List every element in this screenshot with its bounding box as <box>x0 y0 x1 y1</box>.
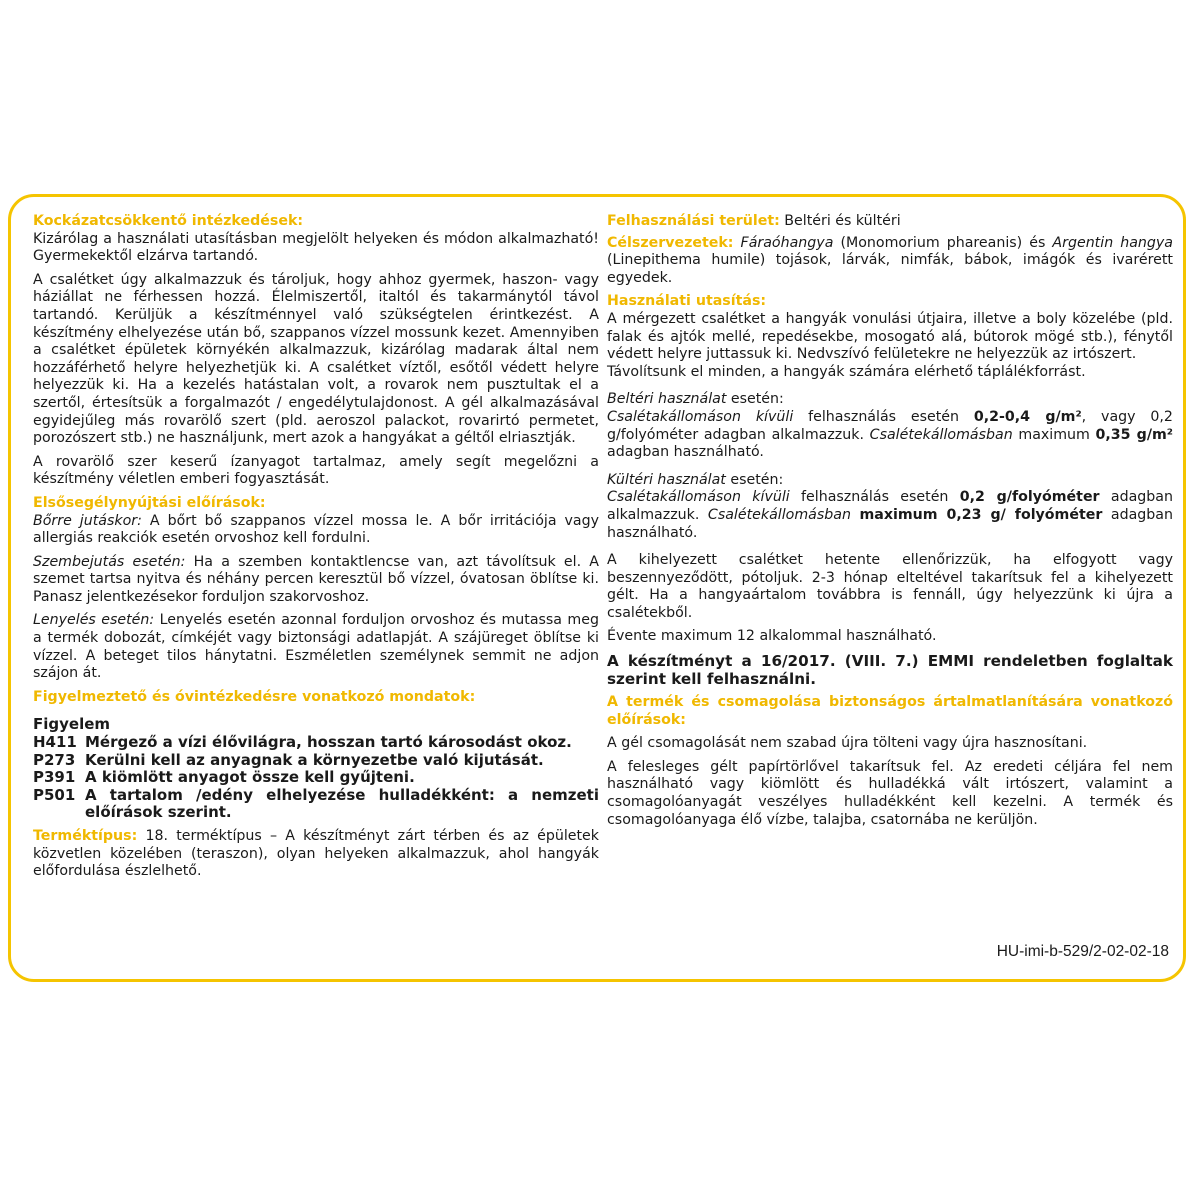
usage-paragraph-2: Távolítsunk el minden, a hangyák számára elérhető táplálékforrást. <box>607 363 1086 380</box>
disposal-paragraph-1: A gél csomagolását nem szabad újra tölteni vagy újra hasznosítani. <box>607 735 1088 752</box>
signal-word: Figyelem <box>33 715 111 734</box>
target-text-1: (Monomorium phareanis) és <box>833 234 1053 251</box>
statement-text: Kerülni kell az anyagnak a környezetbe való kijutását. <box>85 750 544 769</box>
swallow-paragraph <box>33 612 599 682</box>
indoor-text-a: Csalétakállomáson kívüli <box>607 408 794 425</box>
outdoor-use-suffix: esetén: <box>725 471 784 488</box>
warning-heading: Figyelmeztető és óvintézkedésre vonatkozó mondatok: <box>33 688 476 705</box>
usage-area-paragraph <box>607 213 1173 231</box>
outdoor-text-h: adagban használható. <box>607 506 1173 541</box>
indoor-use-heading <box>607 391 1173 409</box>
statement-row <box>33 752 599 770</box>
indoor-dose-2: 0,35 g/m² <box>1095 426 1173 443</box>
check-paragraph: A kihelyezett csalétket hetente ellenőrizzük, ha elfogyott vagy beszennyeződött, pótoljuk. 2-3 hónap elteltével takarítsuk fel a kihelyezett gélt. Ha a hangyaártalom továbbra is fennáll, úgy helyezzünk ki újra a csalétekből. <box>607 552 1173 621</box>
usage-area-text: Beltéri és kültéri <box>779 213 901 229</box>
eye-contact-label: Szembejutás esetén: <box>33 553 186 570</box>
statement-row <box>33 769 599 787</box>
outdoor-text-b: felhasználás esetén <box>789 489 960 506</box>
registration-number: HU-imi-b-529/2-02-02-18 <box>996 943 1169 960</box>
product-type-label: Terméktípus: <box>33 828 138 844</box>
product-type-paragraph <box>33 828 599 881</box>
swallow-label: Lenyelés esetén: <box>33 612 155 629</box>
outdoor-use-label: Kültéri használat <box>607 471 726 488</box>
eye-contact-text: Ha a szemben kontaktlencse van, azt távolítsuk el. A szemet tartsa nyitva és néhány percen keresztül bő vízzel, óvatosan öblítse ki. Panasz jelentkezésekor forduljon szakorvoshoz. <box>33 553 599 605</box>
usage-area-label: Felhasználási terület: <box>607 213 780 229</box>
indoor-use-label: Beltéri használat <box>607 391 727 408</box>
indoor-dose-1: 0,2-0,4 g/m² <box>973 408 1082 425</box>
outdoor-use-heading <box>607 472 1173 490</box>
target-organisms-label: Célszervezetek: <box>607 234 734 251</box>
statement-text: A tartalom /edény elhelyezése hulladékként: a nemzeti előírások szerint. <box>85 785 599 822</box>
skin-contact-label: Bőrre jutáskor: <box>33 512 142 529</box>
statement-code: P391 <box>33 768 76 787</box>
outdoor-text-e: Csalétekállomásban <box>707 506 851 523</box>
product-type-text: 18. terméktípus – A készítményt zárt térben és az épületek közvetlen közelében (teraszon), olyan helyeken alkalmazzuk, ahol hangyák előfordulása észlelhető. <box>33 828 599 880</box>
outdoor-use-paragraph <box>607 489 1173 542</box>
eye-contact-paragraph <box>33 554 599 607</box>
statement-code: H411 <box>33 733 77 752</box>
skin-contact-text: A bőrt bő szappanos vízzel mossa le. A bőr irritációja vagy allergiás reakciók esetén orvoshoz kell fordulni. <box>33 512 599 547</box>
target-organisms-paragraph <box>607 235 1173 288</box>
indoor-use-suffix: esetén: <box>726 391 784 408</box>
decree-paragraph: A készítményt a 16/2017. (VIII. 7.) EMMI rendeletben foglaltak szerint kell felhasználni. <box>607 652 1173 689</box>
statement-row <box>33 787 599 822</box>
outdoor-dose-1: 0,2 g/folyóméter <box>959 489 1100 506</box>
usage-paragraph-1: A mérgezett csalétket a hangyák vonulási útjaira, illetve a boly közelébe (pld. falak és ajtók mellé, repedésekbe, mosogató alá, bútorok mögé stb.), fénytől védett helyre juttassuk ki. Nedvszívó felületekre ne helyezzük az irtószert. <box>607 310 1173 363</box>
outdoor-text-a: Csalétakállomáson kívüli <box>607 489 790 506</box>
outdoor-text-d: adagban alkalmazzuk. <box>607 489 1173 523</box>
statement-code: P273 <box>33 750 76 769</box>
first-aid-heading: Elsősegélynyújtási előírások: <box>33 494 266 511</box>
indoor-text-b: felhasználás esetén <box>793 408 974 425</box>
risk-reduction-heading: Kockázatcsökkentő intézkedések: <box>33 213 304 229</box>
outdoor-dose-2: maximum 0,23 g/ folyóméter <box>859 506 1103 523</box>
indoor-text-h: adagban használható. <box>607 444 764 461</box>
target-organism-1: Fáraóhangya <box>740 234 834 251</box>
indoor-text-d: , vagy 0,2 g/folyóméter adagban alkalmazzuk. <box>607 408 1173 443</box>
risk-paragraph-1: Kizárólag a használati utasításban megjelölt helyeken és módon alkalmazható! Gyermekektől elzárva tartandó. <box>33 230 599 265</box>
target-text-2: (Linepithema humile) tojások, lárvák, nimfák, bábok, imágók és ivarérett egyedek. <box>607 252 1173 286</box>
indoor-text-e: Csalétekállomásban <box>869 426 1013 443</box>
disposal-paragraph-2: A felesleges gélt papírtörlővel takarítsuk fel. Az eredeti céljára fel nem használható vagy kiömlött és hulladékká vált irtószert, valamint a csomagolóanyagát veszélyes hulladékként kell kezelni. A termék és csomagolóanyaga élő vízbe, talajba, csatornába ne kerüljön. <box>607 758 1173 828</box>
usage-instructions-heading: Használati utasítás: <box>607 293 767 310</box>
statement-text: Mérgező a vízi élővilágra, hosszan tartó károsodást okoz. <box>85 733 572 752</box>
left-column <box>33 213 599 881</box>
statement-text: A kiömlött anyagot össze kell gyűjteni. <box>85 768 415 787</box>
target-organism-2: Argentin hangya <box>1052 234 1174 251</box>
yearly-limit-paragraph: Évente maximum 12 alkalommal használható. <box>607 628 937 645</box>
statement-code: P501 <box>33 785 76 804</box>
right-column <box>607 213 1173 829</box>
risk-paragraph-2: A csalétket úgy alkalmazzuk és tároljuk, hogy ahhoz gyermek, haszon- vagy háziállat ne férhessen hozzá. Élelmiszertől, italtól és takarmánytól távol tartandó. Kerüljük a készítménnyel való szükségtelen érintkezést. A készítmény elhelyezése után bő, szappanos vízzel mossunk kezet. Amennyiben a csalétket épületek környékén alkalmazzuk, kizárólag madarak által nem hozzáférhető helyre helyezhetjük ki. A csalétket víztől, esőtől védett helyre helyezzük ki. Ha a kezelés hatástalan volt, a rovarok nem pusztultak el a szertől, értesítsük a forgalmazót / engedélytulajdonost. A gél alkalmazásával egyidejűleg más rovarölő szert (pld. aeroszol palackot, rovarirtó permetet, porozószert stb.) ne használjunk, mert azok a hangyákat a géltől elriasztják. <box>33 271 599 447</box>
swallow-text: Lenyelés esetén azonnal forduljon orvoshoz és mutassa meg a termék dobozát, címkéjét vagy biztonsági adatlapját. A szájüreget öblítse ki vízzel. A beteget tilos hánytatni. Eszméletlen személynek semmit ne adjon szájon át. <box>33 612 599 682</box>
risk-paragraph-3: A rovarölő szer keserű ízanyagot tartalmaz, amely segít megelőzni a készítmény véletlen emberi fogyasztását. <box>33 453 599 488</box>
statement-row <box>33 734 599 752</box>
product-label-card <box>8 194 1186 982</box>
indoor-use-paragraph <box>607 409 1173 462</box>
skin-contact-paragraph <box>33 513 599 548</box>
indoor-text-f: maximum <box>1012 426 1096 443</box>
disposal-heading: A termék és csomagolása biztonságos ártalmatlanítására vonatkozó előírások: <box>607 694 1173 728</box>
